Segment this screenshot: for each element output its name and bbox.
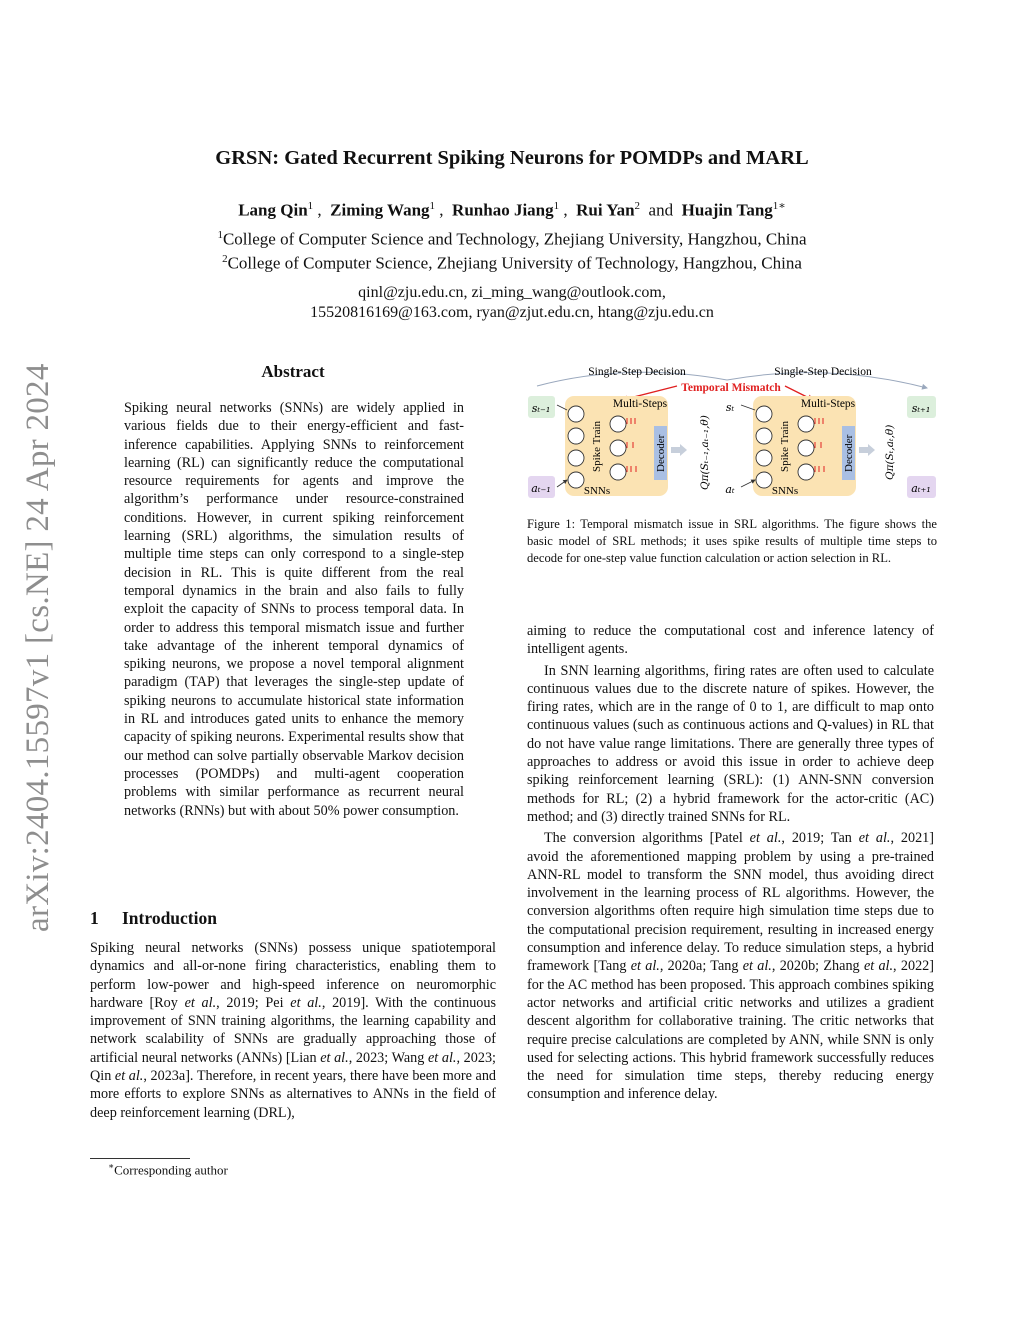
output-arrowhead-left	[680, 444, 687, 456]
label-single-step-right: Single-Step Decision	[774, 366, 872, 378]
author-name: Ziming Wang	[330, 200, 430, 220]
affiliation-2	[90, 253, 934, 274]
email-line[interactable]: qinl@zju.edu.cn, zi_ming_wang@outlook.com,	[358, 284, 666, 301]
author-mark: 1∗	[772, 200, 786, 212]
paper-title: GRSN: Gated Recurrent Spiking Neurons for POMDPs and MARL	[215, 147, 809, 169]
action-label-cur: 𝑎ₜ	[725, 483, 735, 496]
author-name: Rui Yan	[576, 200, 635, 220]
author-name: Lang Qin	[238, 200, 308, 220]
affiliation-text: College of Computer Science and Technology, Zhejiang University, Hangzhou, China	[222, 229, 807, 249]
citation-etal: et al.	[749, 830, 782, 847]
paragraph-firing-rates: In SNN learning algorithms, firing rates are often used to calculate continuous values due to the discrete nature of spikes. However, the firing rates, which are in the range of 0 to 1, are difficult to map onto continuous values (such as continuous actions and Q-values) in RL that do not have value range limitations. There are generally three types of approaches to address or avoid this issue in order to achieve deep spiking reinforcement learning (SRL): (1) ANN-SNN conversion methods for RL; (2) a hybrid framework for the actor-critic (AC) method; and (3) directly trained SNNs for RL.	[527, 662, 934, 825]
text-run: The conversion algorithms [Patel	[544, 830, 750, 847]
text-run: , 2019; Tan	[781, 830, 859, 847]
text-run: , 2021] avoid the aforementioned mapping problem by using a pre-trained ANN-RL model to transform the SNN model, thus avoiding direct involvement in the learning process of RL algorithms. However, the conversion algorithms often require high simulation time steps due to the computational precision requirement, resulting in increased energy consumption and inference delay. To reduce simulation steps, a hybrid framework [Tang	[527, 830, 934, 975]
citation-etal: et al.	[630, 958, 660, 975]
footnote-text: Corresponding author	[114, 1162, 228, 1178]
text-run: , 2023; Qin	[90, 1049, 496, 1085]
citation-etal: et al.	[742, 958, 772, 975]
abstract-body	[124, 399, 464, 820]
citation-etal: et al.	[863, 958, 894, 975]
label-multi-steps-right: Multi-Steps	[800, 398, 856, 410]
label-snns-left: SNNs	[583, 485, 611, 497]
q-value-left: Qπ(Sₜ₋₁,aₜ₋₁,θ)	[699, 415, 711, 490]
affiliation-1	[90, 229, 934, 250]
figure-1-diagram	[527, 360, 937, 508]
citation-etal: et al.	[114, 1068, 144, 1085]
section-heading-introduction	[90, 908, 217, 929]
label-single-step-left: Single-Step Decision	[588, 366, 686, 378]
author-name: Runhao Jiang	[452, 200, 554, 220]
input-arrows-right	[741, 405, 755, 487]
label-snns-right: SNNs	[771, 485, 799, 497]
affiliation-mark: 2	[222, 253, 228, 265]
right-column-body	[527, 622, 934, 1104]
paragraph-continuation: aiming to reduce the computational cost and inference latency of intelligent agents.	[527, 623, 934, 658]
citation-etal: et al.	[184, 994, 217, 1011]
label-decoder-left: Decoder	[655, 434, 667, 472]
footnote-mark: ∗	[108, 1161, 115, 1171]
label-spike-train-left: Spike Train	[591, 420, 603, 472]
label-temporal-mismatch: Temporal Mismatch	[681, 382, 781, 394]
state-label-prev: 𝑠ₜ₋₁	[531, 402, 551, 415]
paragraph-conversion	[527, 829, 934, 1103]
label-spike-train-right: Spike Train	[779, 420, 791, 472]
figure-caption: Figure 1: Temporal mismatch issue in SRL algorithms. The figure shows the basic model of SRL methods; it uses spike results of multiple time steps to decode for one-step value function calculation or action selection in RL.	[527, 517, 937, 565]
section-title: Introduction	[122, 908, 217, 928]
author-mark: 2	[634, 200, 641, 212]
author-mark: 1	[307, 200, 314, 212]
text-run: , 2023a]. Therefore, in recent years, there have been more and more efforts to explore SNNs as alternatives to ANNs in the field of deep reinforcement learning (DRL),	[90, 1068, 497, 1121]
footnote-rule	[90, 1158, 190, 1159]
text-run: , 2020a; Tang	[659, 958, 743, 975]
affiliation-text: College of Computer Science, Zhejiang University of Technology, Hangzhou, China	[227, 253, 802, 273]
affiliation-mark: 1	[217, 229, 223, 241]
abstract-heading: Abstract	[261, 362, 325, 381]
q-value-right: Qπ(Sₜ,aₜ,θ)	[884, 424, 896, 480]
author-and: and	[648, 200, 674, 220]
citation-etal: et al.	[858, 830, 891, 847]
author-mark: 1	[553, 200, 560, 212]
email-line[interactable]: 15520816169@163.com, ryan@zjut.edu.cn, htang@zju.edu.cn	[310, 304, 714, 321]
text-run: , 2023; Wang	[348, 1049, 428, 1066]
label-decoder-right: Decoder	[843, 434, 855, 472]
text-run: Spiking neural networks (SNNs) possess unique spatiotemporal dynamics and all-or-none firing characteristics, enabling them to perform low-power and high-speed inference on neuromorphic hardware [Roy	[90, 940, 496, 1011]
text-run: , 2019]. With the continuous improvement of SNN training algorithms, the learning capability and network scalability of SNNs are gradually approaching those of artificial neural networks (ANNs) [Lian	[90, 994, 496, 1066]
email-block	[90, 283, 934, 323]
citation-etal: et al.	[428, 1049, 457, 1066]
state-label-next: 𝑠ₜ₊₁	[911, 402, 931, 415]
action-label-next: 𝑎ₜ₊₁	[911, 482, 931, 495]
arxiv-identifier[interactable]: arXiv:2404.15597v1 [cs.NE] 24 Apr 2024	[20, 363, 56, 932]
state-label-cur: 𝑠ₜ	[725, 401, 735, 414]
citation-etal: et al.	[320, 1049, 349, 1066]
footnote	[108, 1161, 228, 1178]
output-arrowhead-right	[868, 444, 875, 456]
introduction-body	[90, 939, 496, 1122]
neuron-column-left-2	[610, 416, 626, 480]
author-mark: 1	[429, 200, 436, 212]
section-number: 1	[90, 908, 99, 928]
citation-etal: et al.	[290, 994, 322, 1011]
label-multi-steps-left: Multi-Steps	[612, 398, 668, 410]
text-run: , 2020b; Zhang	[771, 958, 864, 975]
abstract-text: Spiking neural networks (SNNs) are widely applied in various fields due to their energy-efficient and fast-inference capabilities. Applying SNNs to reinforcement learning (RL) can significantly reduce the computational resource requirements for agents and improve the algorithm’s performance under resource-constrained conditions. However, in current spiking reinforcement learning (SRL) algorithms, the simulation results of multiple time steps can only correspond to a single-step decision in RL. This is quite different from the real temporal dynamics in the brain and also fails to fully exploit the capacity of SNNs to process temporal data. In order to address this temporal mismatch issue and further take advantage of the inherent temporal dynamics of spiking neurons, we propose a novel temporal alignment paradigm (TAP) that leverages the single-step update of spiking neurons to accumulate historical state information in RL and introduces gated units to enhance the memory capacity of spiking neurons. Experimental results show that our method can solve partially observable Markov decision processes (POMDPs) and multi-agent cooperation problems with similar performance as recurrent neural networks (RNNs) but with about 50% power consumption.	[124, 400, 464, 819]
introduction-paragraph	[90, 939, 496, 1122]
action-label-prev: 𝑎ₜ₋₁	[531, 482, 551, 495]
neuron-column-right-2	[798, 416, 814, 480]
author-list: Lang Qin$^1$ , Ziming Wang$^1$ , Runhao Jiang$^1$ , Rui Yan$^2$ and Huajin Tang$^{1∗}$	[238, 200, 786, 220]
text-run: , 2022] for the AC method has been proposed. This approach combines spiking actor networks and artificial critic networks and utilizes a gradient descent algorithm for collaborative training. The critic networks that require precise calculations are completed by ANN, while SNN is only used for selecting actions. This hybrid framework successfully reduces the need for simulation time steps, thereby reducing energy consumption and inference delay.	[527, 958, 934, 1103]
text-run: , 2019; Pei	[216, 994, 291, 1011]
author-name: Huajin Tang	[681, 200, 773, 220]
